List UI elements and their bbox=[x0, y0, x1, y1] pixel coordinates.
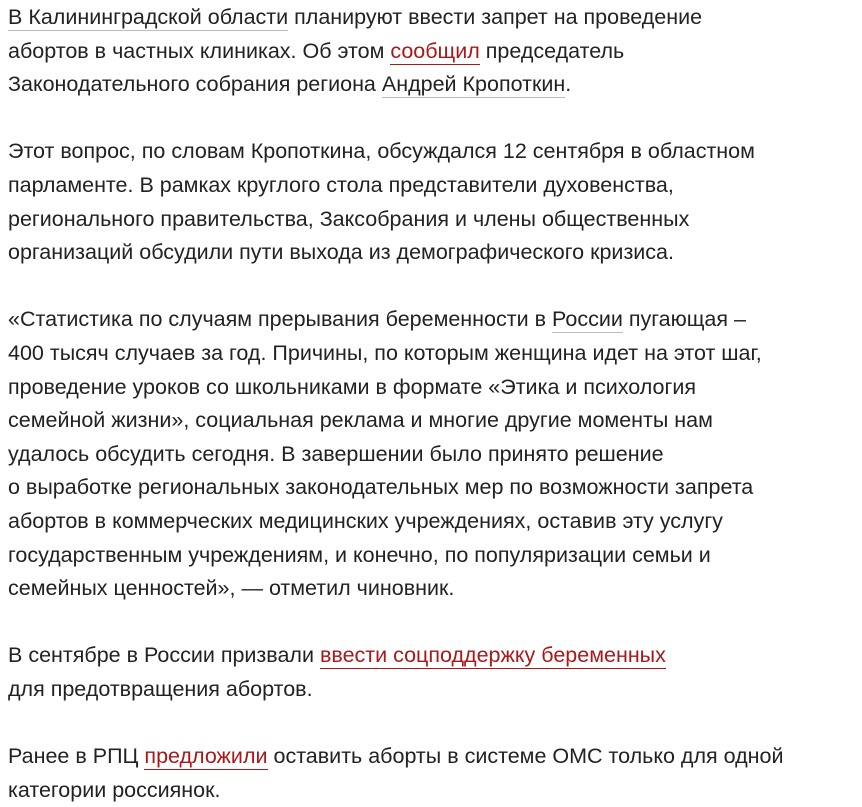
paragraph-line: государственным учреждениям, и конечно, по популяризации семьи и bbox=[8, 542, 711, 567]
paragraph-line: парламенте. В рамках круглого стола представители духовенства, bbox=[8, 172, 674, 197]
paragraph-line: Этот вопрос, по словам Кропоткина, обсуждался 12 сентября в областном bbox=[8, 139, 755, 164]
related-link-social-support[interactable]: ввести соцподдержку беременных bbox=[319, 643, 666, 668]
paragraph-line bbox=[8, 68, 862, 102]
paragraph-text: Ранее в РПЦ bbox=[8, 744, 145, 769]
paragraph-line: проведение уроков со школьниками в формате «Этика и психология bbox=[8, 374, 696, 399]
paragraph-line: для предотвращения абортов. bbox=[8, 676, 313, 701]
tag-link-kaliningrad-region[interactable]: В Калининградской области bbox=[8, 5, 289, 29]
paragraph-line bbox=[8, 303, 862, 337]
paragraph-1 bbox=[8, 1, 862, 102]
paragraph-line bbox=[8, 1, 862, 35]
paragraph-text: оставить аборты в системе ОМС только для одной bbox=[267, 744, 784, 769]
paragraph-line bbox=[8, 639, 862, 673]
article-body bbox=[0, 1, 862, 802]
paragraph-text: пугающая – bbox=[622, 307, 746, 332]
paragraph-text: планируют ввести запрет на проведение bbox=[288, 5, 703, 29]
paragraph-line: семейных ценностей», — отметил чиновник. bbox=[8, 576, 455, 601]
paragraph-3-quote bbox=[8, 303, 862, 605]
paragraph-line: регионального правительства, Заксобрания и члены общественных bbox=[8, 206, 690, 231]
paragraph-text: В сентябре в России призвали bbox=[8, 643, 320, 668]
paragraph-line bbox=[8, 740, 862, 774]
source-link-reported[interactable]: сообщил bbox=[390, 38, 480, 63]
paragraph-line: семейной жизни», социальная реклама и многие другие моменты нам bbox=[8, 408, 713, 433]
paragraph-line bbox=[8, 35, 862, 69]
paragraph-line: 400 тысяч случаев за год. Причины, по которым женщина идет на этот шаг, bbox=[8, 340, 762, 365]
paragraph-line: организаций обсудили пути выхода из демографического кризиса. bbox=[8, 240, 674, 265]
paragraph-text: . bbox=[565, 72, 572, 97]
paragraph-line: удалось обсудить сегодня. В завершении было принято решение bbox=[8, 441, 664, 466]
paragraph-4 bbox=[8, 639, 862, 706]
paragraph-text: председатель bbox=[479, 38, 625, 63]
paragraph-text: Законодательного собрания региона bbox=[8, 72, 382, 97]
related-link-proposed[interactable]: предложили bbox=[144, 744, 268, 769]
paragraph-text: абортов в частных клиниках. Об этом bbox=[8, 38, 391, 63]
paragraph-5 bbox=[8, 740, 862, 807]
paragraph-line: абортов в коммерческих медицинских учреждениях, оставив эту услугу bbox=[8, 508, 723, 533]
tag-link-russia[interactable]: России bbox=[552, 307, 623, 332]
paragraph-line: о выработке региональных законодательных мер по возможности запрета bbox=[8, 475, 754, 500]
paragraph-2 bbox=[8, 135, 862, 269]
paragraph-line: категории россиянок. bbox=[8, 777, 221, 802]
paragraph-text: «Статистика по случаям прерывания беременности в bbox=[8, 307, 552, 332]
tag-link-andrey-kropotkin[interactable]: Андрей Кропоткин bbox=[381, 72, 566, 97]
